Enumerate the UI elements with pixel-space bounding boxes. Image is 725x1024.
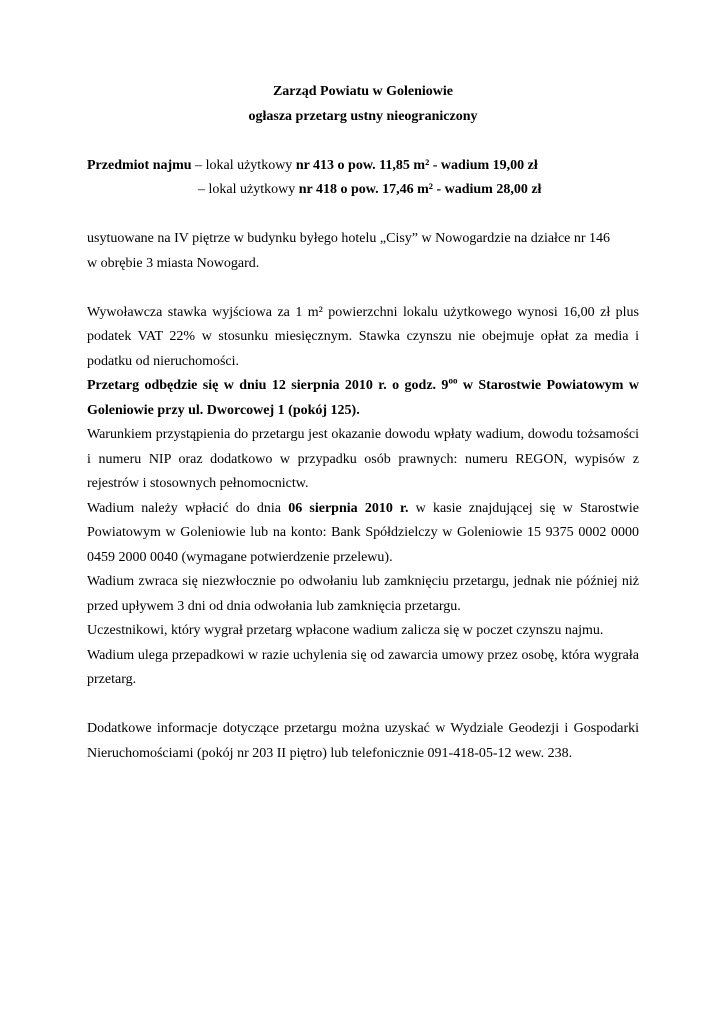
lot-413-type: lokal użytkowy xyxy=(205,157,293,173)
deposit-paragraph xyxy=(87,497,639,571)
lot-418-dash: – xyxy=(198,182,209,197)
location-paragraph xyxy=(87,227,639,276)
refund-paragraph: Wadium zwraca się niezwłocznie po odwołaniu lub zamknięciu przetargu, jednak nie później niż przed upływem 3 dni od dnia odwołania lub zamknięcia przetargu. xyxy=(87,574,639,614)
lot-418-details: nr 418 o pow. 17,46 m² - wadium 28,00 zł xyxy=(298,182,542,197)
auction-time-sup: oo xyxy=(448,375,458,386)
auction-text-after: w Starostwie Powiatowym w Goleniowie przy ul. Dworcowej 1 (pokój 125). xyxy=(87,378,639,418)
location-line-2: w obrębie 3 miasta Nowogard. xyxy=(87,255,260,271)
subject-label: Przedmiot najmu xyxy=(87,157,192,173)
info-paragraph: Dodatkowe informacje dotyczące przetargu można uzyskać w Wydziale Geodezji i Gospodarki Nieruchomościami (pokój nr 203 II piętro) lub telefonicznie 091-418-05-12 wew. 238. xyxy=(87,721,639,761)
spacer xyxy=(87,276,639,301)
deposit-text-after: w kasie znajdującej się w Starostwie Powiatowym w Goleniowie lub na konto: Bank Spółdzielczy w Goleniowie 15 9375 0002 0000 0459 2000 0040 (wymagane potwierdzenie przelewu). xyxy=(87,500,639,565)
lot-413-dash: – xyxy=(191,157,206,173)
forfeit-paragraph: Wadium ulega przepadkowi w razie uchylenia się od zawarcia umowy przez osobę, która wygrała przetarg. xyxy=(87,647,639,687)
location-line-1: usytuowane na IV piętrze w budynku byłego hotelu „Cisy” w Nowogardzie na działce nr 146 xyxy=(87,231,611,246)
spacer xyxy=(87,693,639,718)
spacer xyxy=(87,203,639,228)
deposit-text-before: Wadium należy wpłacić do dnia xyxy=(87,500,289,516)
lot-413-details: nr 413 o pow. 11,85 m² - wadium 19,00 zł xyxy=(295,157,538,173)
document-subtitle: ogłasza przetarg ustny nieograniczony xyxy=(248,108,478,124)
lot-418-line xyxy=(87,178,639,203)
document-page xyxy=(87,80,639,766)
lot-413-line xyxy=(87,154,639,179)
auction-text-before: Przetarg odbędzie się w dniu 12 sierpnia 2010 r. o godz. 9 xyxy=(87,378,449,393)
auction-paragraph xyxy=(87,374,639,423)
rate-paragraph: Wywoławcza stawka wyjściowa za 1 m² powierzchni lokalu użytkowego wynosi 16,00 zł plus podatek VAT 22% w stosunku miesięcznym. Stawka czynszu nie obejmuje opłat za media i podatku od nieruchomości. xyxy=(87,304,639,369)
conditions-paragraph: Warunkiem przystąpienia do przetargu jest okazanie dowodu wpłaty wadium, dowodu tożsamości i numeru NIP oraz dodatkowo w przypadku osób prawnych: numeru REGON, wypisów z rejestrów i stosownych pełnomocnictw. xyxy=(87,427,639,491)
spacer xyxy=(87,129,639,154)
winner-paragraph: Uczestnikowi, który wygrał przetarg wpłacone wadium zalicza się w poczet czynszu najmu. xyxy=(87,623,604,638)
lot-418-type: lokal użytkowy xyxy=(208,182,296,197)
document-title: Zarząd Powiatu w Goleniowie xyxy=(272,84,454,99)
deposit-date: 06 sierpnia 2010 r. xyxy=(288,500,409,516)
